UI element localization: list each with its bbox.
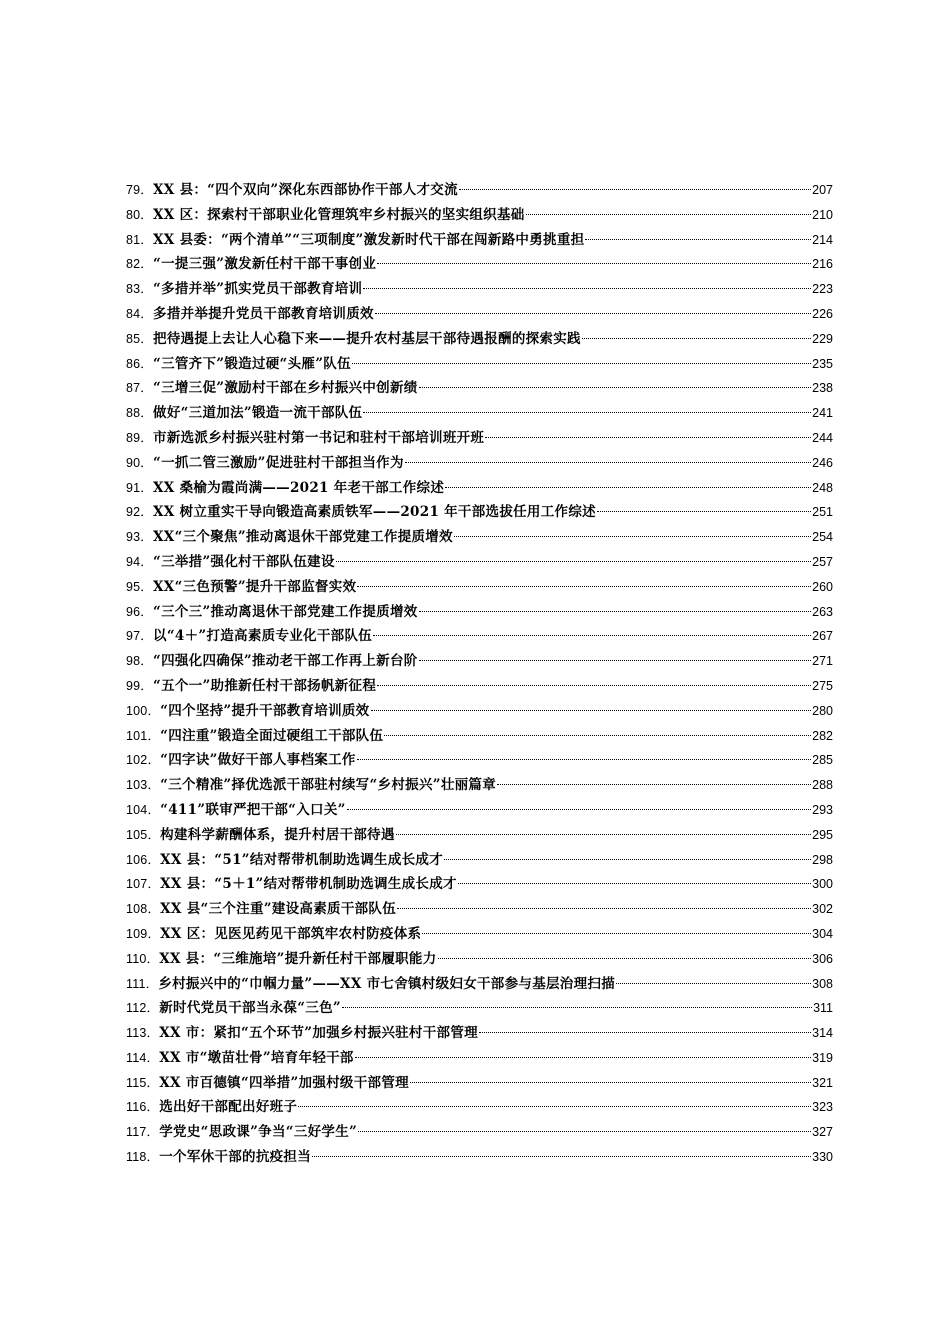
toc-entry-number: 104． [126, 802, 161, 817]
toc-entry-title: XX 县：“51”结对帮带机制助选调生成长成才 [160, 851, 444, 868]
toc-entry-title: “五个一”助推新任村干部扬帆新征程 [153, 677, 377, 694]
toc-entry[interactable] [126, 252, 833, 277]
toc-dot-leader [336, 561, 811, 562]
toc-dot-leader [526, 214, 812, 215]
toc-entry-title: XX 县委：“两个清单”“三项制度”激发新时代干部在闯新路中勇挑重担 [153, 231, 585, 248]
toc-dot-leader [405, 462, 811, 463]
toc-entry-title: 一个军休干部的抗疫担当 [159, 1149, 312, 1166]
toc-dot-leader [373, 635, 811, 636]
toc-entry-page-number: 280 [812, 703, 833, 718]
toc-entry-page-number: 282 [812, 728, 833, 743]
toc-dot-leader [616, 983, 811, 984]
toc-entry-number: 91． [126, 480, 154, 495]
toc-entry[interactable] [126, 724, 833, 749]
toc-entry-page-number: 263 [812, 604, 833, 619]
toc-dot-leader [445, 487, 811, 488]
toc-entry-page-number: 275 [812, 678, 833, 693]
toc-entry-title: XX 市：紧扣“五个环节”加强乡村振兴驻村干部管理 [159, 1025, 478, 1042]
toc-entry-title: “多措并举”抓实党员干部教育培训 [153, 281, 363, 298]
toc-dot-leader [363, 412, 811, 413]
toc-entry-page-number: 214 [812, 232, 833, 247]
toc-entry-number: 107． [126, 877, 161, 892]
toc-dot-leader [410, 1082, 811, 1083]
toc-dot-leader [363, 288, 811, 289]
toc-entry[interactable] [126, 848, 833, 873]
toc-entry-page-number: 321 [812, 1075, 833, 1090]
toc-entry[interactable] [126, 500, 833, 525]
toc-entry[interactable] [126, 1021, 833, 1046]
toc-entry[interactable] [126, 203, 833, 228]
toc-entry-number: 88． [126, 406, 154, 421]
toc-dot-leader [444, 859, 811, 860]
toc-entry-title: 学党史“思政课”争当“三好学生” [159, 1124, 358, 1141]
toc-entry-title: “三举措”强化村干部队伍建设 [153, 553, 335, 570]
toc-entry-number: 111． [126, 976, 159, 991]
toc-entry-number: 83． [126, 282, 154, 297]
toc-entry-number: 84． [126, 306, 154, 321]
toc-entry[interactable] [126, 823, 833, 848]
toc-entry-number: 85． [126, 331, 154, 346]
toc-dot-leader [582, 338, 811, 339]
toc-dot-leader [454, 536, 811, 537]
toc-entry-title: 选出好干部配出好班子 [159, 1099, 298, 1116]
toc-entry-number: 86． [126, 356, 154, 371]
toc-entry-title: XX 市“墩苗壮骨”培育年轻干部 [159, 1049, 354, 1066]
toc-dot-leader [597, 511, 811, 512]
toc-entry-page-number: 267 [812, 629, 833, 644]
toc-entry-title: 乡村振兴中的“巾帼力量”——XX 市七舍镇村级妇女干部参与基层治理扫描 [158, 975, 615, 992]
toc-entry[interactable] [126, 748, 833, 773]
toc-entry-number: 96． [126, 604, 154, 619]
toc-dot-leader [459, 189, 811, 190]
toc-entry-number: 100． [126, 703, 161, 718]
toc-entry-number: 113． [126, 1026, 160, 1041]
table-of-contents [126, 178, 833, 1170]
toc-entry[interactable] [126, 1095, 833, 1120]
toc-entry-page-number: 241 [812, 406, 833, 421]
toc-entry-title: “三个精准”择优选派干部驻村续写“乡村振兴”壮丽篇章 [160, 777, 497, 794]
toc-entry-number: 115． [126, 1075, 160, 1090]
toc-entry-title: XX 县“三个注重”建设高素质干部队伍 [160, 901, 397, 918]
toc-entry-number: 97． [126, 629, 154, 644]
toc-dot-leader [397, 908, 811, 909]
toc-entry-title: “四注重”锻造全面过硬组工干部队伍 [160, 727, 384, 744]
toc-entry[interactable] [126, 476, 833, 501]
toc-entry[interactable] [126, 624, 833, 649]
toc-entry-page-number: 244 [812, 430, 833, 445]
toc-entry[interactable] [126, 972, 833, 997]
toc-entry-number: 114． [126, 1050, 160, 1065]
toc-entry[interactable] [126, 525, 833, 550]
toc-entry-number: 105． [126, 827, 161, 842]
toc-entry-page-number: 229 [812, 331, 833, 346]
toc-entry[interactable] [126, 426, 833, 451]
toc-entry-title: 市新选派乡村振兴驻村第一书记和驻村干部培训班开班 [153, 429, 485, 446]
toc-entry-title: “一抓二管三激励”促进驻村干部担当作为 [153, 454, 404, 471]
toc-entry-title: 新时代党员干部当永葆“三色” [159, 1000, 341, 1017]
toc-entry-number: 101． [126, 728, 161, 743]
toc-entry-title: “三增三促”激励村干部在乡村振兴中创新绩 [153, 380, 418, 397]
toc-entry[interactable] [126, 773, 833, 798]
toc-entry-page-number: 207 [812, 183, 833, 197]
toc-dot-leader [419, 660, 812, 661]
toc-entry[interactable] [126, 575, 833, 600]
toc-entry-page-number: 308 [812, 976, 833, 991]
toc-entry[interactable] [126, 277, 833, 302]
toc-entry[interactable] [126, 674, 833, 699]
toc-entry-title: 构建科学薪酬体系，提升村居干部待遇 [160, 826, 395, 843]
toc-entry[interactable] [126, 897, 833, 922]
toc-entry-page-number: 271 [812, 654, 833, 669]
toc-entry-title: “四强化四确保”推动老干部工作再上新台阶 [153, 653, 418, 670]
toc-dot-leader [419, 387, 812, 388]
toc-entry-number: 106． [126, 852, 161, 867]
toc-entry[interactable] [126, 600, 833, 625]
toc-entry-page-number: 248 [812, 480, 833, 495]
toc-entry-title: XX“三色预警”提升干部监督实效 [153, 578, 357, 595]
toc-entry-page-number: 295 [812, 827, 833, 842]
toc-entry-page-number: 311 [813, 1001, 833, 1016]
toc-entry-title: XX 市百德镇“四举措”加强村级干部管理 [159, 1074, 409, 1091]
toc-dot-leader [377, 685, 811, 686]
toc-entry-title: XX 县：“5＋1”结对帮带机制助选调生成长成才 [160, 876, 457, 893]
toc-entry[interactable] [126, 1071, 833, 1096]
toc-entry-page-number: 246 [812, 455, 833, 470]
toc-entry[interactable] [126, 699, 833, 724]
toc-entry[interactable] [126, 798, 833, 823]
toc-entry-number: 116． [126, 1100, 160, 1115]
toc-entry-page-number: 330 [812, 1150, 833, 1165]
toc-entry-title: “三个三”推动离退休干部党建工作提质增效 [153, 603, 418, 620]
toc-entry-title: XX 桑榆为霞尚满——2021 年老干部工作综述 [153, 479, 445, 496]
toc-entry-number: 95． [126, 579, 154, 594]
toc-entry[interactable] [126, 996, 833, 1021]
toc-entry-page-number: 285 [812, 753, 833, 768]
toc-dot-leader [371, 710, 812, 711]
toc-entry[interactable] [126, 1046, 833, 1071]
toc-entry-page-number: 298 [812, 852, 833, 867]
toc-entry-page-number: 327 [812, 1125, 833, 1140]
toc-entry-page-number: 216 [812, 257, 833, 272]
toc-entry-title: “411”联审严把干部“入口关” [160, 801, 346, 818]
toc-entry-page-number: 293 [812, 802, 833, 817]
toc-entry[interactable] [126, 451, 833, 476]
toc-entry-page-number: 300 [812, 877, 833, 892]
toc-entry-page-number: 306 [812, 951, 833, 966]
toc-entry-page-number: 260 [812, 579, 833, 594]
toc-dot-leader [377, 263, 811, 264]
toc-dot-leader [352, 363, 811, 364]
toc-entry-page-number: 238 [812, 381, 833, 396]
toc-entry-number: 93． [126, 530, 154, 545]
toc-entry[interactable] [126, 922, 833, 947]
toc-dot-leader [479, 1032, 811, 1033]
toc-dot-leader [458, 883, 811, 884]
toc-dot-leader [347, 809, 811, 810]
toc-entry-number: 102． [126, 753, 161, 768]
toc-entry-title: “三管齐下”锻造过硬“头雁”队伍 [153, 355, 351, 372]
toc-entry-page-number: 251 [812, 505, 833, 520]
toc-entry-number: 98． [126, 654, 154, 669]
toc-entry-page-number: 223 [812, 282, 833, 297]
toc-entry-number: 109． [126, 926, 161, 941]
toc-dot-leader [298, 1106, 811, 1107]
toc-entry-title: “一提三强”激发新任村干部干事创业 [153, 256, 377, 273]
toc-entry-title: 以“4＋”打造高素质专业化干部队伍 [153, 628, 373, 645]
toc-dot-leader [375, 313, 811, 314]
toc-entry-title: XX 树立重实干导向锻造高素质铁军——2021 年干部选拔任用工作综述 [153, 504, 596, 521]
toc-entry-title: XX 县：“四个双向”深化东西部协作干部人才交流 [153, 182, 458, 198]
toc-entry-number: 103． [126, 778, 161, 793]
toc-entry[interactable] [126, 228, 833, 253]
toc-entry-number: 117． [126, 1125, 160, 1140]
toc-entry-page-number: 314 [812, 1026, 833, 1041]
toc-entry-page-number: 304 [812, 926, 833, 941]
toc-entry[interactable] [126, 872, 833, 897]
toc-dot-leader [342, 1007, 812, 1008]
toc-entry-title: XX“三个聚焦”推动离退休干部党建工作提质增效 [153, 529, 453, 546]
toc-entry-number: 99． [126, 678, 154, 693]
toc-entry-number: 82． [126, 257, 154, 272]
toc-entry-title: “四字诀”做好干部人事档案工作 [160, 752, 356, 769]
toc-dot-leader [497, 784, 811, 785]
toc-entry[interactable] [126, 302, 833, 327]
toc-dot-leader [357, 586, 811, 587]
toc-dot-leader [396, 834, 811, 835]
toc-entry-page-number: 254 [812, 530, 833, 545]
toc-dot-leader [357, 759, 811, 760]
toc-entry-title: “四个坚持”提升干部教育培训质效 [160, 702, 370, 719]
toc-entry-page-number: 319 [812, 1050, 833, 1065]
toc-entry-title: 多措并举提升党员干部教育培训质效 [153, 305, 374, 322]
toc-entry[interactable] [126, 401, 833, 426]
toc-entry-page-number: 226 [812, 306, 833, 321]
toc-entry[interactable] [126, 178, 833, 203]
toc-entry[interactable] [126, 649, 833, 674]
toc-entry-title: XX 县：“三维施培”提升新任村干部履职能力 [159, 950, 437, 967]
toc-dot-leader [419, 611, 812, 612]
toc-entry-title: 做好“三道加法”锻造一流干部队伍 [153, 405, 363, 422]
toc-entry-page-number: 302 [812, 902, 833, 917]
toc-entry-page-number: 288 [812, 778, 833, 793]
toc-dot-leader [438, 958, 812, 959]
toc-entry-number: 112． [126, 1001, 160, 1016]
toc-entry[interactable] [126, 376, 833, 401]
toc-entry-number: 92． [126, 505, 154, 520]
toc-entry[interactable] [126, 550, 833, 575]
toc-entry-number: 81． [126, 232, 154, 247]
toc-entry-title: XX 区：探索村干部职业化管理筑牢乡村振兴的坚实组织基础 [153, 206, 525, 223]
toc-entry-number: 94． [126, 554, 154, 569]
toc-entry-number: 90． [126, 455, 154, 470]
toc-entry-title: XX 区：见医见药见干部筑牢农村防疫体系 [160, 925, 422, 942]
toc-entry-page-number: 235 [812, 356, 833, 371]
toc-entry[interactable] [126, 352, 833, 377]
toc-entry-title: 把待遇提上去让人心稳下来——提升农村基层干部待遇报酬的探索实践 [153, 330, 581, 347]
toc-entry[interactable] [126, 1145, 833, 1170]
toc-entry-number: 80． [126, 207, 154, 222]
toc-dot-leader [358, 1131, 811, 1132]
toc-entry-page-number: 323 [812, 1100, 833, 1115]
toc-dot-leader [355, 1057, 811, 1058]
toc-dot-leader [312, 1156, 811, 1157]
toc-entry-page-number: 257 [812, 554, 833, 569]
toc-entry-number: 118． [126, 1150, 160, 1165]
toc-dot-leader [485, 437, 811, 438]
toc-entry-number: 87． [126, 381, 154, 396]
toc-dot-leader [422, 933, 811, 934]
toc-entry-page-number: 210 [812, 207, 833, 222]
toc-entry[interactable] [126, 327, 833, 352]
toc-entry-number: 110． [126, 951, 160, 966]
toc-entry[interactable] [126, 947, 833, 972]
toc-entry-number: 79． [126, 183, 154, 197]
toc-dot-leader [384, 735, 811, 736]
toc-entry-number: 89． [126, 430, 154, 445]
toc-dot-leader [585, 239, 811, 240]
toc-entry[interactable] [126, 1120, 833, 1145]
toc-entry-number: 108． [126, 902, 161, 917]
